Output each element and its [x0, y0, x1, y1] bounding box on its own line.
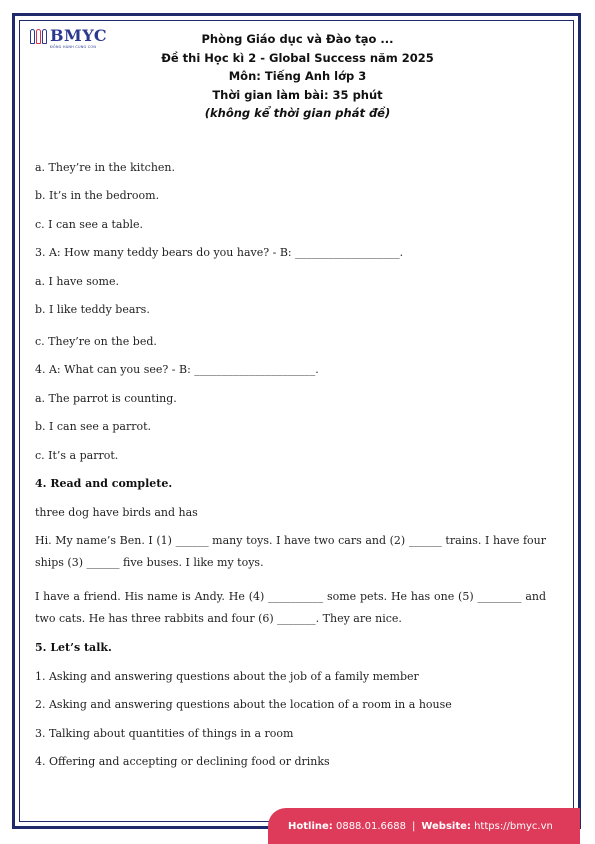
q3-option-a: a. I have some.: [35, 275, 119, 288]
talk-item-1: 1. Asking and answering questions about the job of a family member: [35, 670, 419, 683]
q4-option-c: c. It’s a parrot.: [35, 449, 119, 462]
footer-separator: |: [411, 820, 416, 832]
hotline-label: Hotline:: [288, 820, 333, 832]
header-department: Phòng Giáo dục và Đào tạo ...: [201, 32, 394, 46]
paragraph-2: I have a friend. His name is Andy. He (4) __________ some pets. He has one (5) ________ and two cats. He has three rabbits and four (6) _______. They are nice.: [35, 590, 546, 625]
footer-contact-bar: [268, 808, 580, 844]
q2-option-a: a. They’re in the kitchen.: [35, 161, 176, 174]
header-note: (không kể thời gian phát đề): [204, 106, 391, 120]
hotline-number[interactable]: 0888.01.6688: [335, 820, 406, 832]
website-link[interactable]: https://bmyc.vn: [474, 820, 553, 832]
header-subject: Môn: Tiếng Anh lớp 3: [228, 69, 367, 83]
q3-option-b: b. I like teddy bears.: [35, 303, 150, 316]
word-bank: three dog have birds and has: [35, 506, 198, 519]
header-exam-title: Đề thi Học kì 2 - Global Success năm 2025: [161, 50, 434, 65]
logo-tagline: ĐỒNG HÀNH CÙNG CON: [50, 45, 97, 49]
q2-option-b: b. It’s in the bedroom.: [35, 189, 160, 202]
q2-option-c: c. I can see a table.: [35, 218, 144, 231]
q3-option-c: c. They’re on the bed.: [35, 335, 157, 348]
logo-name: BMYC: [50, 26, 108, 45]
website-label: Website:: [421, 820, 471, 832]
talk-item-4: 4. Offering and accepting or declining food or drinks: [35, 755, 330, 768]
question-4: 4. A: What can you see? - B: ______________________.: [35, 363, 319, 376]
q4-option-b: b. I can see a parrot.: [35, 420, 152, 433]
q4-option-a: a. The parrot is counting.: [35, 392, 177, 405]
section-5-title: 5. Let’s talk.: [35, 641, 112, 654]
talk-item-3: 3. Talking about quantities of things in a room: [35, 727, 294, 740]
talk-item-2: 2. Asking and answering questions about the location of a room in a house: [35, 698, 452, 711]
paragraph-1: Hi. My name’s Ben. I (1) ______ many toys. I have two cars and (2) ______ trains. I have four ships (3) ______ five buses. I like my toys.: [35, 534, 546, 569]
document-header: [0, 26, 595, 123]
section-4-title: 4. Read and complete.: [35, 477, 173, 490]
question-3: 3. A: How many teddy bears do you have? - B: ___________________.: [35, 246, 404, 259]
header-duration: Thời gian làm bài: 35 phút: [212, 87, 383, 102]
